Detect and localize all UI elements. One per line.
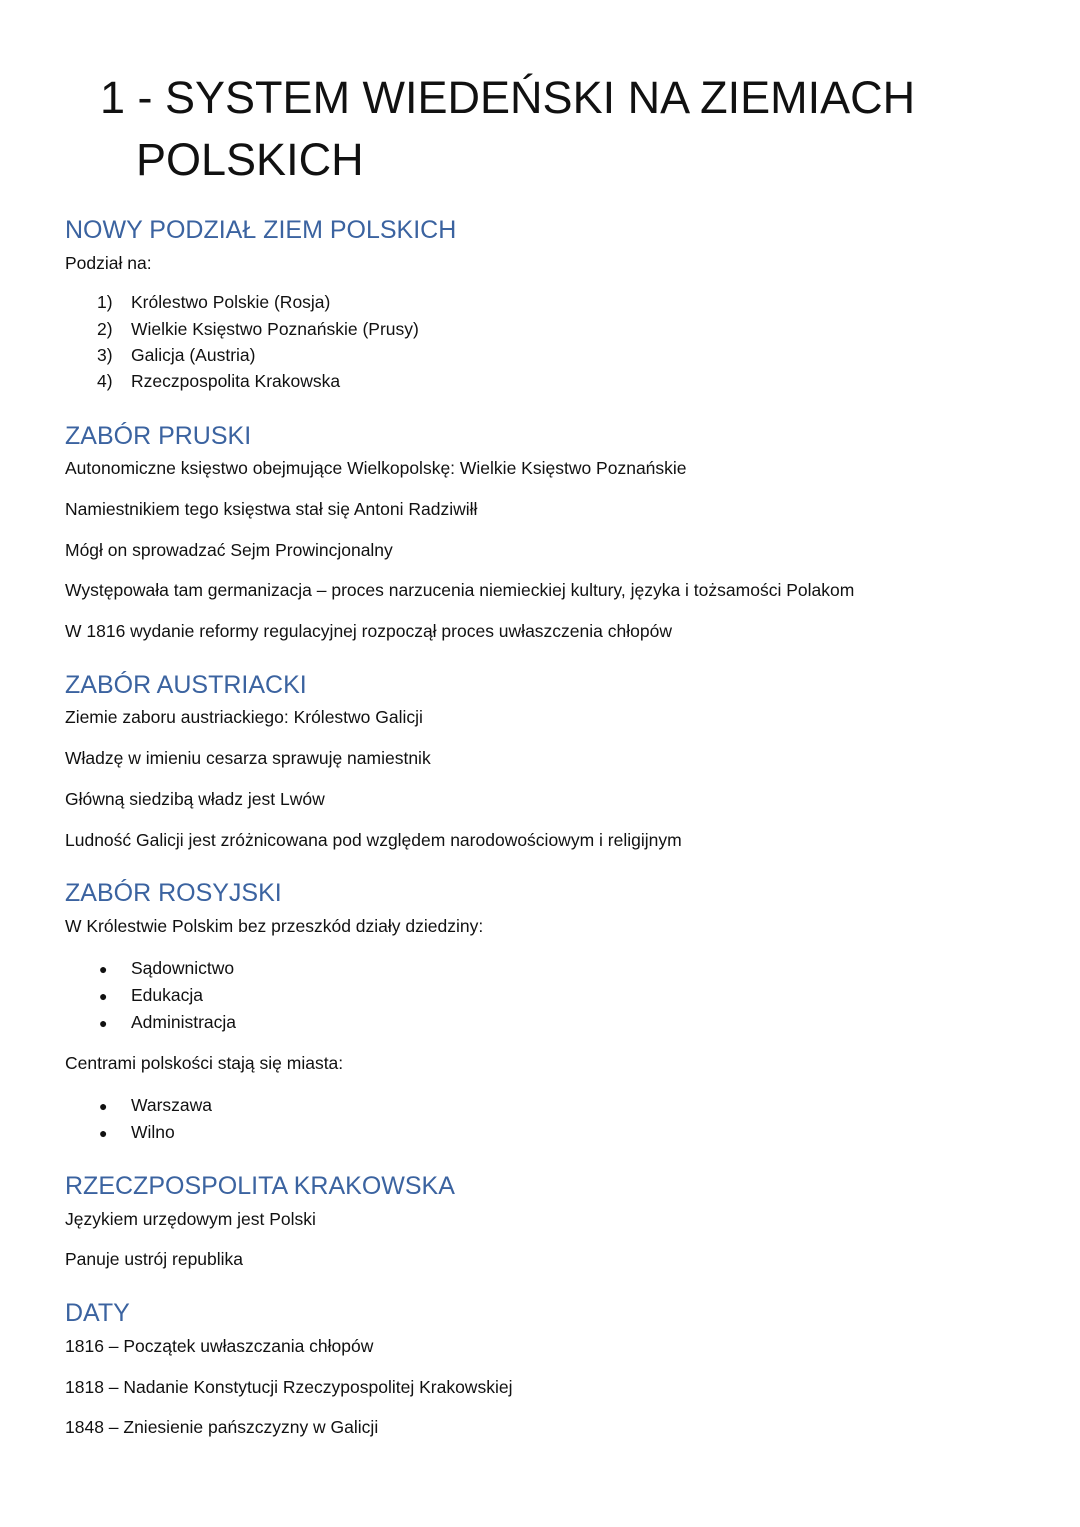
- list-item: Warszawa: [131, 1095, 213, 1115]
- list-item: Administracja: [131, 1012, 237, 1032]
- date-entry: 1818 – Nadanie Konstytucji Rzeczypospolitej Krakowskiej: [65, 1377, 513, 1397]
- list-item: Królestwo Polskie (Rosja): [131, 292, 331, 312]
- bullet-icon: ●: [99, 1098, 108, 1114]
- date-entry: 1848 – Zniesienie pańszczyzny w Galicji: [65, 1417, 379, 1437]
- paragraph: Językiem urzędowym jest Polski: [65, 1209, 316, 1229]
- heading-daty: DATY: [65, 1299, 130, 1327]
- paragraph: Występowała tam germanizacja – proces narzucenia niemieckiej kultury, języka i tożsamości Polakom: [65, 580, 855, 600]
- title-line-2: POLSKICH: [136, 134, 364, 185]
- paragraph: Podział na:: [65, 253, 152, 273]
- bullet-icon: ●: [99, 1015, 108, 1031]
- list-marker: 4): [97, 371, 113, 391]
- paragraph: Główną siedzibą władz jest Lwów: [65, 789, 325, 809]
- list-item: Wilno: [131, 1122, 175, 1142]
- paragraph: Centrami polskości stają się miasta:: [65, 1053, 344, 1073]
- paragraph: Autonomiczne księstwo obejmujące Wielkopolskę: Wielkie Księstwo Poznańskie: [65, 458, 687, 478]
- bullet-icon: ●: [99, 1125, 108, 1141]
- paragraph: Panuje ustrój republika: [65, 1249, 244, 1269]
- heading-zabor-pruski: ZABÓR PRUSKI: [65, 422, 252, 450]
- paragraph: Ziemie zaboru austriackiego: Królestwo Galicji: [65, 707, 423, 727]
- list-marker: 1): [97, 292, 113, 312]
- paragraph: Ludność Galicji jest zróżnicowana pod względem narodowościowym i religijnym: [65, 830, 682, 850]
- bullet-icon: ●: [99, 961, 108, 977]
- paragraph: Władzę w imieniu cesarza sprawuję namiestnik: [65, 748, 431, 768]
- paragraph: W Królestwie Polskim bez przeszkód działy dziedziny:: [65, 916, 484, 936]
- list-marker: 3): [97, 345, 113, 365]
- heading-nowy-podzial: NOWY PODZIAŁ ZIEM POLSKICH: [65, 216, 457, 244]
- paragraph: Mógł on sprowadzać Sejm Prowincjonalny: [65, 540, 393, 560]
- title-line-1: 1 - SYSTEM WIEDEŃSKI NA ZIEMIACH: [100, 72, 916, 123]
- bullet-icon: ●: [99, 988, 108, 1004]
- list-marker: 2): [97, 319, 113, 339]
- list-item: Sądownictwo: [131, 958, 235, 978]
- heading-zabor-austriacki: ZABÓR AUSTRIACKI: [65, 671, 307, 699]
- list-item: Galicja (Austria): [131, 345, 256, 365]
- list-item: Rzeczpospolita Krakowska: [131, 371, 341, 391]
- list-item: Wielkie Księstwo Poznańskie (Prusy): [131, 319, 419, 339]
- heading-zabor-rosyjski: ZABÓR ROSYJSKI: [65, 879, 282, 907]
- paragraph: W 1816 wydanie reformy regulacyjnej rozpoczął proces uwłaszczenia chłopów: [65, 621, 672, 641]
- list-item: Edukacja: [131, 985, 203, 1005]
- heading-rzeczpospolita-krakowska: RZECZPOSPOLITA KRAKOWSKA: [65, 1172, 455, 1200]
- paragraph: Namiestnikiem tego księstwa stał się Antoni Radziwiłł: [65, 499, 478, 519]
- date-entry: 1816 – Początek uwłaszczania chłopów: [65, 1336, 374, 1356]
